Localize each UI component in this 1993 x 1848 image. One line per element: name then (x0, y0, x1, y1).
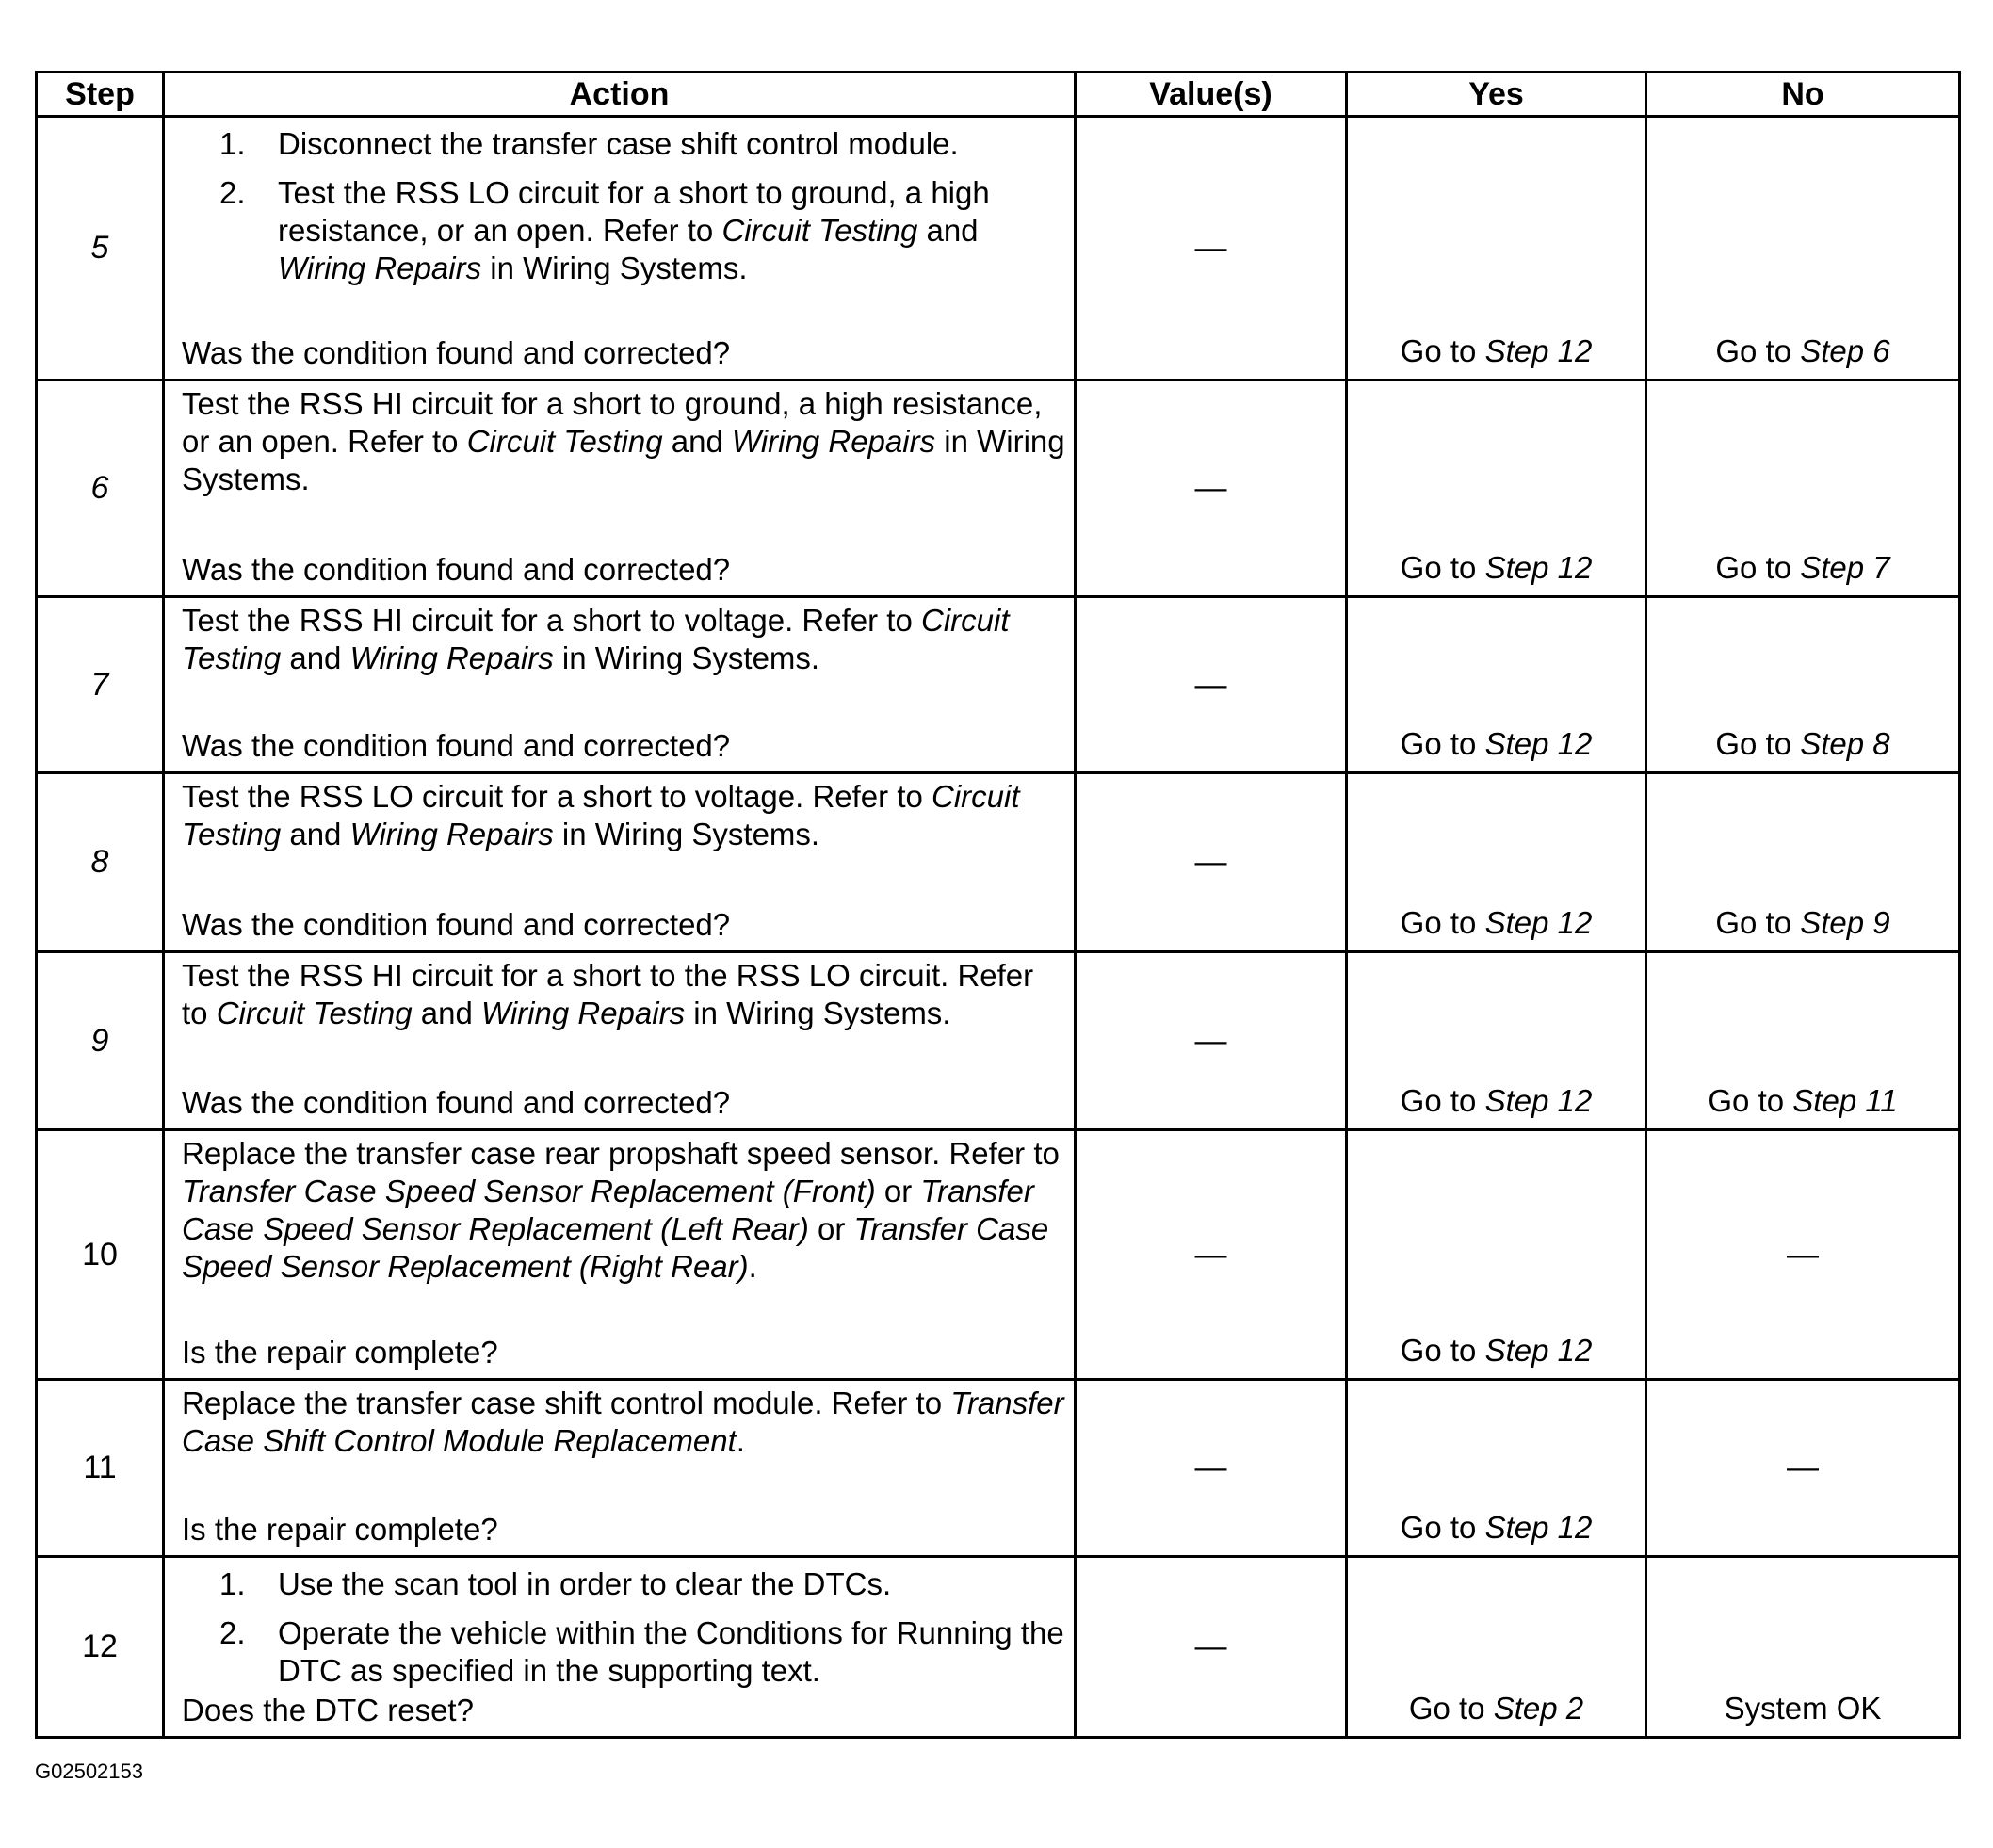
value-cell: — (1076, 952, 1347, 1130)
action-text: and (281, 817, 350, 851)
yes-cell (1347, 1380, 1646, 1557)
goto-prefix: Go to (1408, 1691, 1494, 1726)
table-row (37, 381, 1960, 597)
goto-prefix: Go to (1400, 1083, 1485, 1118)
goto-step-link: Step 12 (1484, 1333, 1593, 1368)
reference-link-text: Circuit Testing (182, 603, 1010, 675)
goto-prefix: Go to (1715, 333, 1801, 368)
table-row (37, 773, 1960, 952)
reference-link-text: Circuit Testing (216, 996, 413, 1030)
reference-link-text: Wiring Repairs (731, 424, 936, 459)
action-text: in Wiring Systems. (685, 996, 951, 1030)
action-text: Replace the transfer case rear propshaft speed sensor. Refer to (182, 1136, 1060, 1171)
reference-link-text: Transfer Case Speed Sensor Replacement (Front) (182, 1174, 876, 1208)
yes-cell (1347, 597, 1646, 773)
value-cell: — (1076, 1557, 1347, 1738)
reference-link-text: Wiring Repairs (480, 996, 686, 1030)
action-text: . (748, 1249, 757, 1284)
action-text: and (662, 424, 732, 459)
action-list-item (182, 1614, 1066, 1690)
no-cell: — (1646, 1130, 1960, 1380)
action-text: Test the RSS HI circuit for a short to voltage. Refer to (182, 603, 921, 638)
goto-step-link: Step 8 (1800, 726, 1890, 761)
action-list (182, 1558, 1066, 1690)
reference-link-text: Wiring Repairs (349, 640, 554, 675)
goto-prefix: Go to (1708, 1083, 1793, 1118)
header-step: Step (37, 73, 164, 117)
no-cell (1646, 1557, 1960, 1738)
table-row (37, 952, 1960, 1130)
table-row (37, 1130, 1960, 1380)
action-text: in Wiring Systems. (182, 424, 1065, 496)
action-text-block (182, 1381, 1066, 1460)
goto-prefix: Go to (1715, 550, 1801, 585)
table-row (37, 1380, 1960, 1557)
goto-prefix: Go to (1715, 726, 1801, 761)
action-list-item (182, 125, 1066, 163)
action-text-block (182, 953, 1066, 1032)
action-list-item (182, 1565, 1066, 1603)
table-row (37, 1557, 1960, 1738)
list-number: 2. (219, 1615, 246, 1650)
value-cell: — (1076, 597, 1347, 773)
yes-cell (1347, 381, 1646, 597)
reference-link-text: Circuit Testing (721, 213, 918, 248)
action-cell (164, 1557, 1076, 1738)
goto-step-link: Step 2 (1493, 1691, 1584, 1726)
step-number: 6 (37, 381, 164, 597)
reference-link-text: Wiring Repairs (278, 251, 482, 285)
action-text: in Wiring Systems. (553, 817, 820, 851)
value-cell: — (1076, 1130, 1347, 1380)
value-cell: — (1076, 773, 1347, 952)
step-number: 5 (37, 117, 164, 381)
figure-id: G02502153 (35, 1759, 143, 1783)
action-question: Is the repair complete? (182, 1512, 498, 1547)
table-row (37, 597, 1960, 773)
action-question: Was the condition found and corrected? (182, 335, 731, 370)
action-question: Is the repair complete? (182, 1335, 498, 1370)
goto-step-link: Step 12 (1484, 1510, 1593, 1545)
header-no: No (1646, 73, 1960, 117)
action-cell (164, 381, 1076, 597)
action-text: Replace the transfer case shift control module. Refer to (182, 1386, 951, 1420)
step-number: 11 (37, 1380, 164, 1557)
action-text: in Wiring Systems. (553, 640, 820, 675)
step-number: 8 (37, 773, 164, 952)
goto-prefix: Go to (1400, 333, 1485, 368)
diagnostic-table (35, 71, 1961, 1739)
goto-step-link: Step 9 (1800, 905, 1890, 940)
header-action: Action (164, 73, 1076, 117)
action-text: Disconnect the transfer case shift control module. (278, 126, 959, 161)
no-result-text: System OK (1724, 1691, 1882, 1726)
no-cell (1646, 117, 1960, 381)
goto-step-link: Step 12 (1484, 333, 1593, 368)
action-question: Does the DTC reset? (182, 1693, 474, 1727)
action-text: and (412, 996, 481, 1030)
action-text: Test the RSS HI circuit for a short to ground, a high resistance, or an open. Refer to (182, 386, 1043, 459)
action-text: . (736, 1423, 745, 1458)
action-text-block (182, 1131, 1066, 1286)
step-number: 7 (37, 597, 164, 773)
action-text: and (281, 640, 350, 675)
goto-step-link: Step 6 (1800, 333, 1890, 368)
action-text-block (182, 381, 1066, 498)
no-cell (1646, 952, 1960, 1130)
list-number: 1. (219, 126, 246, 161)
goto-prefix: Go to (1715, 905, 1801, 940)
goto-step-link: Step 12 (1484, 1083, 1593, 1118)
action-text: in Wiring Systems. (481, 251, 748, 285)
action-cell (164, 773, 1076, 952)
action-text: Test the RSS LO circuit for a short to ground, a high resistance, or an open. Refer to (278, 175, 990, 248)
value-cell: — (1076, 381, 1347, 597)
action-question: Was the condition found and corrected? (182, 552, 731, 587)
list-number: 2. (219, 175, 246, 210)
yes-cell (1347, 117, 1646, 381)
step-number: 10 (37, 1130, 164, 1380)
table-row (37, 117, 1960, 381)
action-cell (164, 597, 1076, 773)
action-text: Operate the vehicle within the Conditions for Running the DTC as specified in the supporting text. (278, 1615, 1064, 1688)
no-cell: — (1646, 1380, 1960, 1557)
goto-prefix: Go to (1400, 1333, 1485, 1368)
action-question: Was the condition found and corrected? (182, 728, 731, 763)
reference-link-text: Circuit Testing (466, 424, 663, 459)
header-yes: Yes (1347, 73, 1646, 117)
step-number: 9 (37, 952, 164, 1130)
goto-step-link: Step 11 (1792, 1083, 1898, 1118)
goto-prefix: Go to (1400, 726, 1485, 761)
value-cell: — (1076, 117, 1347, 381)
action-cell (164, 952, 1076, 1130)
action-text-block (182, 598, 1066, 677)
goto-prefix: Go to (1400, 550, 1485, 585)
action-list-item (182, 174, 1066, 287)
action-text: Use the scan tool in order to clear the DTCs. (278, 1566, 892, 1601)
yes-cell (1347, 952, 1646, 1130)
header-row (37, 73, 1960, 117)
no-cell (1646, 773, 1960, 952)
action-text-block (182, 774, 1066, 853)
goto-prefix: Go to (1400, 1510, 1485, 1545)
action-question: Was the condition found and corrected? (182, 907, 731, 942)
yes-cell (1347, 1557, 1646, 1738)
action-text: Test the RSS LO circuit for a short to voltage. Refer to (182, 779, 932, 814)
reference-link-text: Transfer Case Shift Control Module Replacement (182, 1386, 1064, 1458)
action-text: or (875, 1174, 921, 1208)
goto-prefix: Go to (1400, 905, 1485, 940)
step-number: 12 (37, 1557, 164, 1738)
action-cell (164, 117, 1076, 381)
action-cell (164, 1130, 1076, 1380)
action-text: and (917, 213, 979, 248)
header-values: Value(s) (1076, 73, 1347, 117)
yes-cell (1347, 1130, 1646, 1380)
reference-link-text: Transfer Case Speed Sensor Replacement (Right Rear) (182, 1211, 1049, 1284)
action-text: or (808, 1211, 854, 1246)
goto-step-link: Step 12 (1484, 726, 1593, 761)
goto-step-link: Step 7 (1800, 550, 1890, 585)
value-cell: — (1076, 1380, 1347, 1557)
no-cell (1646, 597, 1960, 773)
reference-link-text: Transfer Case Speed Sensor Replacement (Left Rear) (182, 1174, 1034, 1246)
action-list (182, 118, 1066, 287)
action-question: Was the condition found and corrected? (182, 1085, 731, 1120)
goto-step-link: Step 12 (1484, 550, 1593, 585)
no-cell (1646, 381, 1960, 597)
action-cell (164, 1380, 1076, 1557)
reference-link-text: Circuit Testing (182, 779, 1020, 851)
yes-cell (1347, 773, 1646, 952)
action-text: Test the RSS HI circuit for a short to the RSS LO circuit. Refer to (182, 958, 1034, 1030)
goto-step-link: Step 12 (1484, 905, 1593, 940)
list-number: 1. (219, 1566, 246, 1601)
reference-link-text: Wiring Repairs (349, 817, 554, 851)
